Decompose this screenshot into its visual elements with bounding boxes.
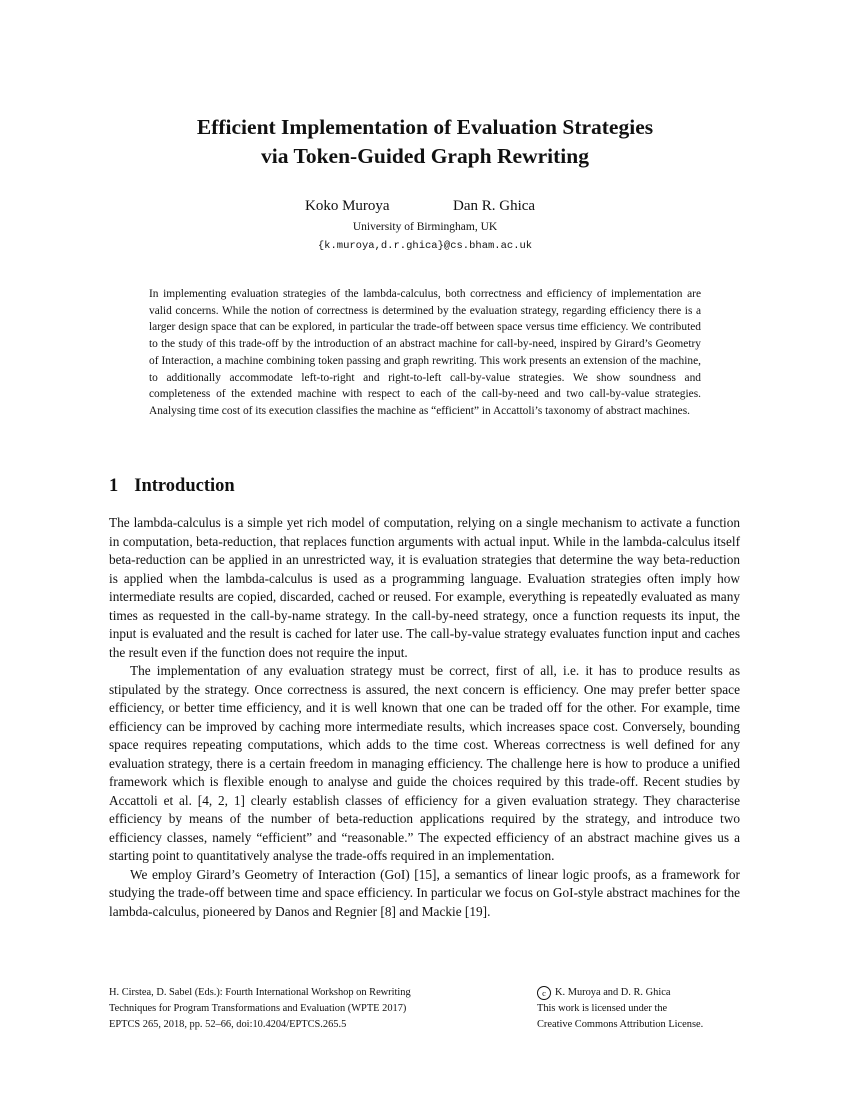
- publication-info-line: EPTCS 265, 2018, pp. 52–66, doi:10.4204/EPTCS.265.5: [109, 1019, 347, 1030]
- license-line: This work is licensed under the: [537, 1003, 668, 1014]
- paragraph: We employ Girard’s Geometry of Interaction (GoI) [15], a semantics of linear logic proofs, as a framework for studying the trade-off between time and space efficiency. In particular we focus on GoI-style abstract machines for the lambda-calculus, pioneered by Danos and Regnier [8] and Mackie [19].: [109, 866, 740, 919]
- paragraph: The implementation of any evaluation strategy must be correct, first of all, i.e. it has to produce results as stipulated by the strategy. Once correctness is assured, the next concern is efficiency. One may prefer better space efficiency, or better time efficiency, and it is well known that one can be traded off for the other. For example, time efficiency can be improved by caching more intermediate results, which increases space cost. Conversely, bounding space requires repeating computations, which adds to the time cost. Whereas correctness is well defined for any evaluation strategy, there is a certain freedom in managing efficiency. The challenge here is how to produce a unified framework which is flexible enough to analyse and guide the choices required by this trade-off. Recent studies by Accattoli et al. [4, 2, 1] clearly establish classes of efficiency for a given evaluation strategy. They characterise efficiency by means of the number of beta-reduction applications required by the strategy, and introduce two efficiency classes, namely “efficient” and “reasonable.” The expected efficiency of an abstract machine gives us a starting point to quantitatively analyse the trade-offs required in an implementation.: [109, 663, 740, 863]
- title-line-2: via Token-Guided Graph Rewriting: [261, 144, 589, 168]
- publication-info-line: H. Cirstea, D. Sabel (Eds.): Fourth International Workshop on Rewriting: [109, 987, 411, 998]
- author-1: Koko Muroya: [305, 198, 390, 214]
- paper-title: [80, 113, 770, 171]
- author-email: {k.muroya,d.r.ghica}@cs.bham.ac.uk: [317, 240, 533, 252]
- section-number: 1: [109, 476, 119, 496]
- section-title: Introduction: [134, 476, 235, 496]
- license-line: Creative Commons Attribution License.: [537, 1019, 704, 1030]
- body-text: [109, 514, 740, 921]
- publication-info-line: Techniques for Program Transformations and Evaluation (WPTE 2017): [109, 1003, 407, 1014]
- copyright-notice: [537, 985, 757, 1033]
- copyright-line: [537, 985, 757, 1001]
- paragraph: The lambda-calculus is a simple yet rich model of computation, relying on a single mechanism to activate a function in computation, beta-reduction, that replaces function arguments with actual input. While in the lambda-calculus itself beta-reduction can be applied in an unrestricted way, it is evaluation strategies that determine the way beta-reduction is applied when the lambda-calculus is used as a programming language. Evaluation strategies often imply how intermediate results are copied, discarded, cached or reused. For example, everything is repeatedly evaluated as many times as requested in the call-by-name strategy. In the call-by-need strategy, once a function requests its input, the input is evaluated and the result is cached for later use. The call-by-value strategy evaluates function input and caches the result even if the function does not require the input.: [109, 515, 740, 660]
- title-line-1: Efficient Implementation of Evaluation Strategies: [196, 115, 654, 139]
- affiliation: University of Birmingham, UK: [352, 221, 498, 233]
- copyright-icon: c: [537, 986, 551, 1000]
- copyright-holders: K. Muroya and D. R. Ghica: [555, 987, 671, 998]
- publication-info: [109, 985, 509, 1033]
- author-2: Dan R. Ghica: [453, 198, 536, 214]
- section-heading: [109, 476, 235, 497]
- abstract: In implementing evaluation strategies of the lambda-calculus, both correctness and efficiency of implementation are valid concerns. While the notion of correctness is determined by the evaluation strategy, regarding efficiency there is a larger design space that can be explored, in particular the trade-off between space versus time efficiency. We contributed to the study of this trade-off by the introduction of an abstract machine for call-by-need, inspired by Girard’s Geometry of Interaction, a machine combining token passing and graph rewriting. This work presents an extension of the machine, to additionally accommodate left-to-right and right-to-left call-by-value strategies. We show soundness and completeness of the extended machine with respect to each of the call-by-need and two call-by-value strategies. Analysing time cost of its execution classifies the machine as “efficient” in Accattoli’s taxonomy of abstract machines.: [149, 288, 701, 417]
